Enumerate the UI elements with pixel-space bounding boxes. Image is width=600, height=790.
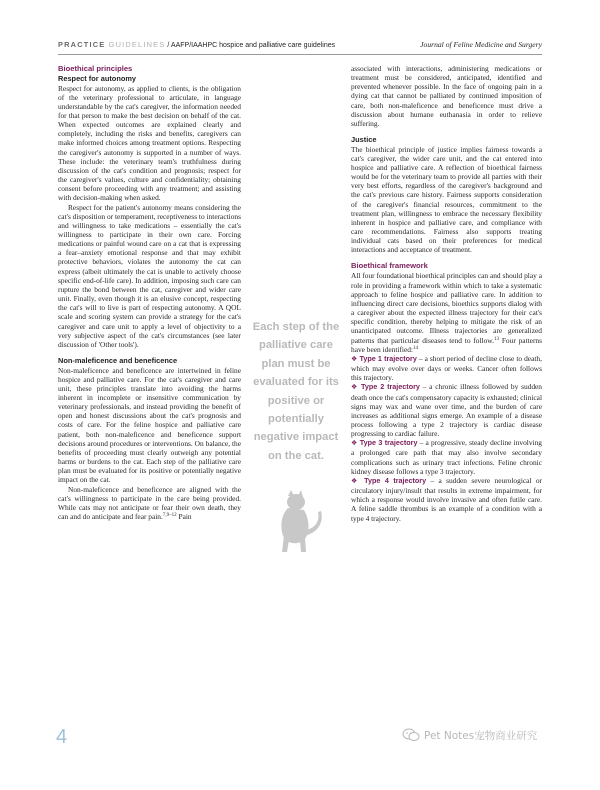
reference-superscript: 13 [494, 336, 500, 342]
right-column [351, 64, 542, 523]
section-title-bioethical-principles: Bioethical principles [58, 64, 133, 73]
bullet-icon: ❖ [351, 383, 359, 392]
list-item-trajectory-1: ❖ Type 1 trajectory – a short period of decline close to death, which may evolve over days or weeks. Cancer often follows this trajectory. [351, 353, 542, 383]
paragraph-continued: associated with interactions, administering medications or treatment must be considered, anticipated, identified and prevented whenever possible. In the face of ongoing pain in a dying cat that cannot be palliated by continued imposition of care, both non-maleficence and beneficence must drive a discussion about humane euthanasia in order to relieve suffering. [351, 64, 542, 128]
watermark-text: Pet Notes宠物商业研究 [424, 729, 538, 742]
list-item-trajectory-4: ❖ Type 4 trajectory – a sudden severe neurological or circulatory injury/insult that results in extreme impairment, for which a response would involve invasive and often futile care. A feline saddle thrombus is an example of a condition with a type 4 trajectory. [351, 475, 542, 523]
bullet-icon: ❖ [351, 476, 360, 485]
document-title: AAFP/IAAHPC hospice and palliative care guidelines [170, 42, 336, 49]
bullet-icon: ❖ [351, 354, 358, 363]
paragraph-nonmaleficence-2: Non-maleficence and beneficence are aligned with the cat's willingness to participate in the care being provided. While cats may not anticipate or fear their own death, they can and do anticipate and fear pain.$^{7,9-12}$ Pain [58, 484, 241, 522]
list-item-trajectory-3: ❖ Type 3 trajectory – a progressive, steady decline involving a prolonged care path that may also involve secondary complications such as urinary tract infections. Feline chronic kidney disease follows a type 3 trajectory. [351, 438, 542, 476]
journal-name: Journal of Feline Medicine and Surgery [420, 40, 542, 49]
running-header [58, 40, 542, 54]
list-item-trajectory-2: ❖ Type 2 trajectory – a chronic illness followed by sudden death once the cat's compensatory capacity is exhausted; clinical signs may wax and wane over time, and the burden of care increases as additional signs emerge. An example of a disease process following a type 2 trajectory is cardiac disease progressing to cardiac failure. [351, 382, 543, 439]
section-title-bioethical-framework: Bioethical framework [351, 261, 428, 271]
paragraph-autonomy-2: Respect for the patient's autonomy means considering the cat's disposition or temperament, receptiveness to interactions and willingness to take medications – essentially the cat's willingness to participate in their own care. Forcing medications or painful wound care on a cat that is expressing a fear–anxiety emotional response and that may exhibit protective behaviors, violates the autonomy the cat can express (albeit ultimately the cat is unable to actively choose specific end-of-life care). In addition, imposing such care can rupture the bond between the cat, caregiver and wider care unit. Finally, even though it is an elusive concept, respecting the cat's will to live is part of respecting autonomy. A QOL scale and scoring system can provide a strategy for the cat's caregiver and care unit to apply a level of objectivity to a very subjective aspect of the cat's circumstances (see later discussion of 'Other tools'). [58, 202, 241, 349]
heading-justice: Justice [351, 135, 377, 145]
header-rule [58, 54, 542, 55]
heading-respect-for-autonomy: Respect for autonomy [58, 74, 137, 83]
pull-quote: Each step of the palliative care plan must be evaluated for its positive or potentially negative impact on the cat. [252, 321, 340, 462]
reference-superscript: 14 [412, 345, 418, 351]
paragraph-justice: The bioethical principle of justice implies fairness towards a cat's caregiver, the wider care unit, and the cat entered into hospice and palliative care. A reflection of bioethical fairness would be for the veterinary team to provide all parties with their very best efforts, regardless of the caregiver's background and the cat's previous care history. Fairness supports consideration of the caregiver's financial resources, commitment to the treatment plan, willingness to embrace the necessary flexibility inherent in hospice and palliative care, and compliance with care recommendations. Fairness also supports treating individual cats based on their preferences for medical interactions and acceptance of treatment. [351, 144, 542, 255]
header-separator: / [167, 42, 170, 49]
heading-nonmaleficence: Non-maleficence and beneficence [58, 356, 178, 366]
reference-superscript: 7,9–12 [162, 513, 177, 519]
wechat-icon [402, 728, 420, 742]
paragraph-framework: All four foundational bioethical principles can and should play a role in providing a framework within which to take a systematic approach to feline hospice and palliative care. In addition to influencing direct care decisions, bioethics supports dialog with a caregiver about the expected illness trajectory for their cat's specific condition, thereby helping to mitigate the risk of an unanticipated outcome. Illness trajectories are generalized patterns that particular diseases tend to follow.$^{13}$ Four patterns have been identified:$^{14}$ [351, 271, 542, 354]
page-number: 4 [56, 726, 68, 748]
series-label: PRACTICE GUIDELINES [58, 40, 166, 49]
left-column [58, 64, 241, 521]
paragraph-autonomy-1: Respect for autonomy, as applied to clients, is the obligation of the veterinary professional to articulate, in language understandable by the cat's caregiver, the information needed for that person to make the best decision on behalf of the cat. When expected outcomes are explained clearly and completely, including the risks and benefits, caregivers can make informed choices among treatment options. Respecting the caregiver's autonomy is supported in a number of ways. These include: the veterinary team's truthfulness during discussion of the cat's condition and prognosis; respect for the caregiver's values, culture and confidentiality; obtaining consent before proceeding with any treatment; and assisting with decision-making when asked. [58, 83, 241, 203]
watermark [402, 726, 582, 744]
paragraph-nonmaleficence-1: Non-maleficence and beneficence are intertwined in feline hospice and palliative care. For the cat's caregiver and care unit, these principles translate into avoiding the harms inherent in incomplete or insensitive communication by veterinary professionals, and instead providing the benefit of open and honest discussions about the cat's prognosis and costs of care. For the feline hospice and palliative care patient, both non-maleficence and beneficence support decisions around procedures or interventions. On balance, the benefits of proceeding must clearly outweigh any potential harms or burdens to the cat. Each step of the palliative care plan must be evaluated for its positive or potentially negative impact on the cat. [58, 365, 241, 485]
bullet-icon: ❖ [351, 439, 358, 448]
cat-silhouette-icon [268, 490, 324, 556]
